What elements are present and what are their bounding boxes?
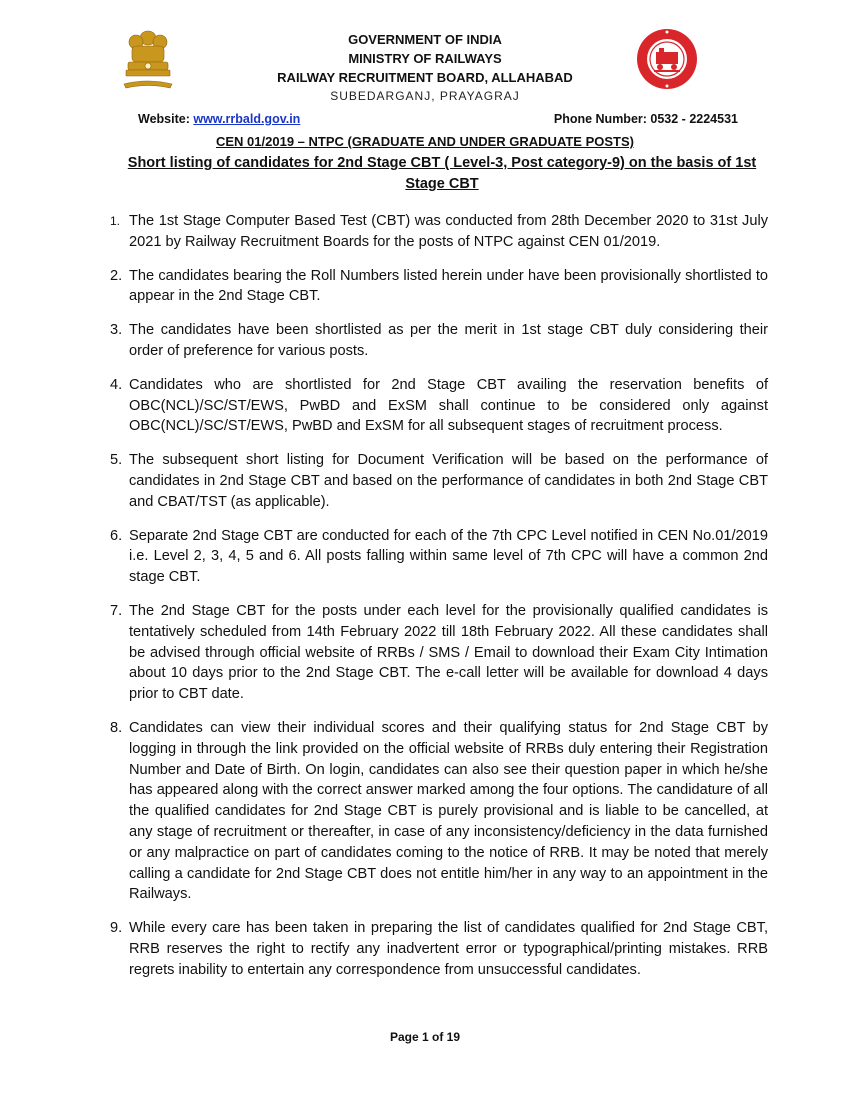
point-number: 3.	[110, 322, 123, 339]
point-text: The candidates have been shortlisted as per the merit in 1st stage CBT duly considering their order of preference for various posts.	[129, 322, 768, 359]
point-number: 8.	[110, 719, 123, 736]
phone-block	[554, 112, 738, 126]
point-text: While every care has been taken in preparing the list of candidates qualified for 2nd Stage CBT, RRB reserves the right to rectify any inadvertent error or typographical/printing mistakes. RRB regrets inability to entertain any correspondence from unsuccessful candidates.	[129, 920, 768, 978]
point-item	[110, 320, 768, 362]
point-item	[110, 526, 768, 588]
point-number: 4.	[110, 376, 123, 393]
point-item	[110, 450, 768, 512]
header-board: RAILWAY RECRUITMENT BOARD, ALLAHABAD	[277, 70, 573, 85]
point-text: The candidates bearing the Roll Numbers listed herein under have been provisionally shortlisted to appear in the 2nd Stage CBT.	[129, 267, 768, 305]
phone-label: Phone Number:	[553, 112, 647, 126]
phone-number: 0532 - 2224531	[650, 112, 738, 126]
point-number: 7.	[110, 602, 123, 619]
point-item	[110, 601, 768, 705]
point-text: Separate 2nd Stage CBT are conducted for each of the 7th CPC Level notified in CEN No.01/2019 i.e. Level 2, 3, 4, 5 and 6. All posts falling within same level of 7th CPC will have a common 2nd stage CBT.	[129, 527, 768, 586]
header-address: SUBEDARGANJ, PRAYAGRAJ	[330, 89, 520, 103]
point-number: 2.	[110, 267, 123, 284]
point-number: 5.	[110, 452, 123, 469]
points-list	[110, 211, 768, 981]
point-item	[110, 375, 768, 437]
point-text: The subsequent short listing for Document Verification will be based on the performance of candidates in 2nd Stage CBT and based on the performance of candidates in both 2nd Stage CBT and CBAT/TST (as applicable).	[129, 452, 768, 510]
letterhead	[250, 30, 600, 105]
cen-title: CEN 01/2019 – NTPC (GRADUATE AND UNDER GRADUATE POSTS)	[216, 134, 634, 149]
national-emblem-icon	[118, 28, 178, 96]
website-link[interactable]: www.rrbald.gov.in	[193, 112, 301, 126]
header-government: GOVERNMENT OF INDIA	[348, 32, 502, 47]
point-text: The 2nd Stage CBT for the posts under each level for the provisionally qualified candidates is tentatively scheduled from 14th February 2022 till 18th February 2022. All these candidates shall be advised through official website of RRBs / SMS / Email to download their Exam City Intimation about 10 days prior to the 2nd Stage CBT. The e-call letter will be available for download 4 days prior to CBT date.	[129, 602, 768, 703]
point-text: The 1st Stage Computer Based Test (CBT) was conducted from 28th December 2020 to 31st July 2021 by Railway Recruitment Boards for the posts of NTPC against CEN 01/2019.	[129, 213, 768, 250]
point-text: Candidates can view their individual scores and their qualifying status for 2nd Stage CBT by logging in through the link provided on the official website of RRBs duly entering their Registration Number and Date of Birth. On login, candidates can also see their question paper in which he/she has appeared along with the correct answer marked among the four options. The candidature of all the qualified candidates for 2nd Stage CBT is purely provisional and is liable to be cancelled, at any stage of recruitment or thereafter, in case of any inconsistency/deficiency in the data furnished or any malpractice on part of candidates coming to the notice of RRB. It may be noted that merely calling a candidate for 2nd Stage CBT does not entitle him/her in any way to an appointment in the Railways.	[129, 719, 768, 903]
point-number: 1.	[110, 214, 121, 228]
contact-row	[138, 112, 738, 130]
page-footer: Page 1 of 19	[389, 1030, 461, 1044]
indian-railways-logo-icon	[636, 28, 698, 90]
point-number: 6.	[110, 527, 123, 544]
point-number: 9.	[110, 920, 123, 937]
point-item	[110, 918, 768, 980]
document-title: Short listing of candidates for 2nd Stage CBT ( Level-3, Post category-9) on the basis of 1st Stage CBT	[127, 155, 757, 192]
point-item	[110, 718, 768, 905]
header-ministry: MINISTRY OF RAILWAYS	[348, 51, 502, 66]
website-label: Website:	[138, 112, 190, 126]
point-item	[110, 266, 768, 308]
website-block	[138, 112, 300, 126]
point-item	[110, 211, 768, 253]
point-text: Candidates who are shortlisted for 2nd Stage CBT availing the reservation benefits of OBC(NCL)/SC/ST/EWS, PwBD and ExSM shall continue to be considered only against OBC(NCL)/SC/ST/EWS, PwBD and ExSM for all subsequent stages of recruitment process.	[129, 376, 768, 435]
